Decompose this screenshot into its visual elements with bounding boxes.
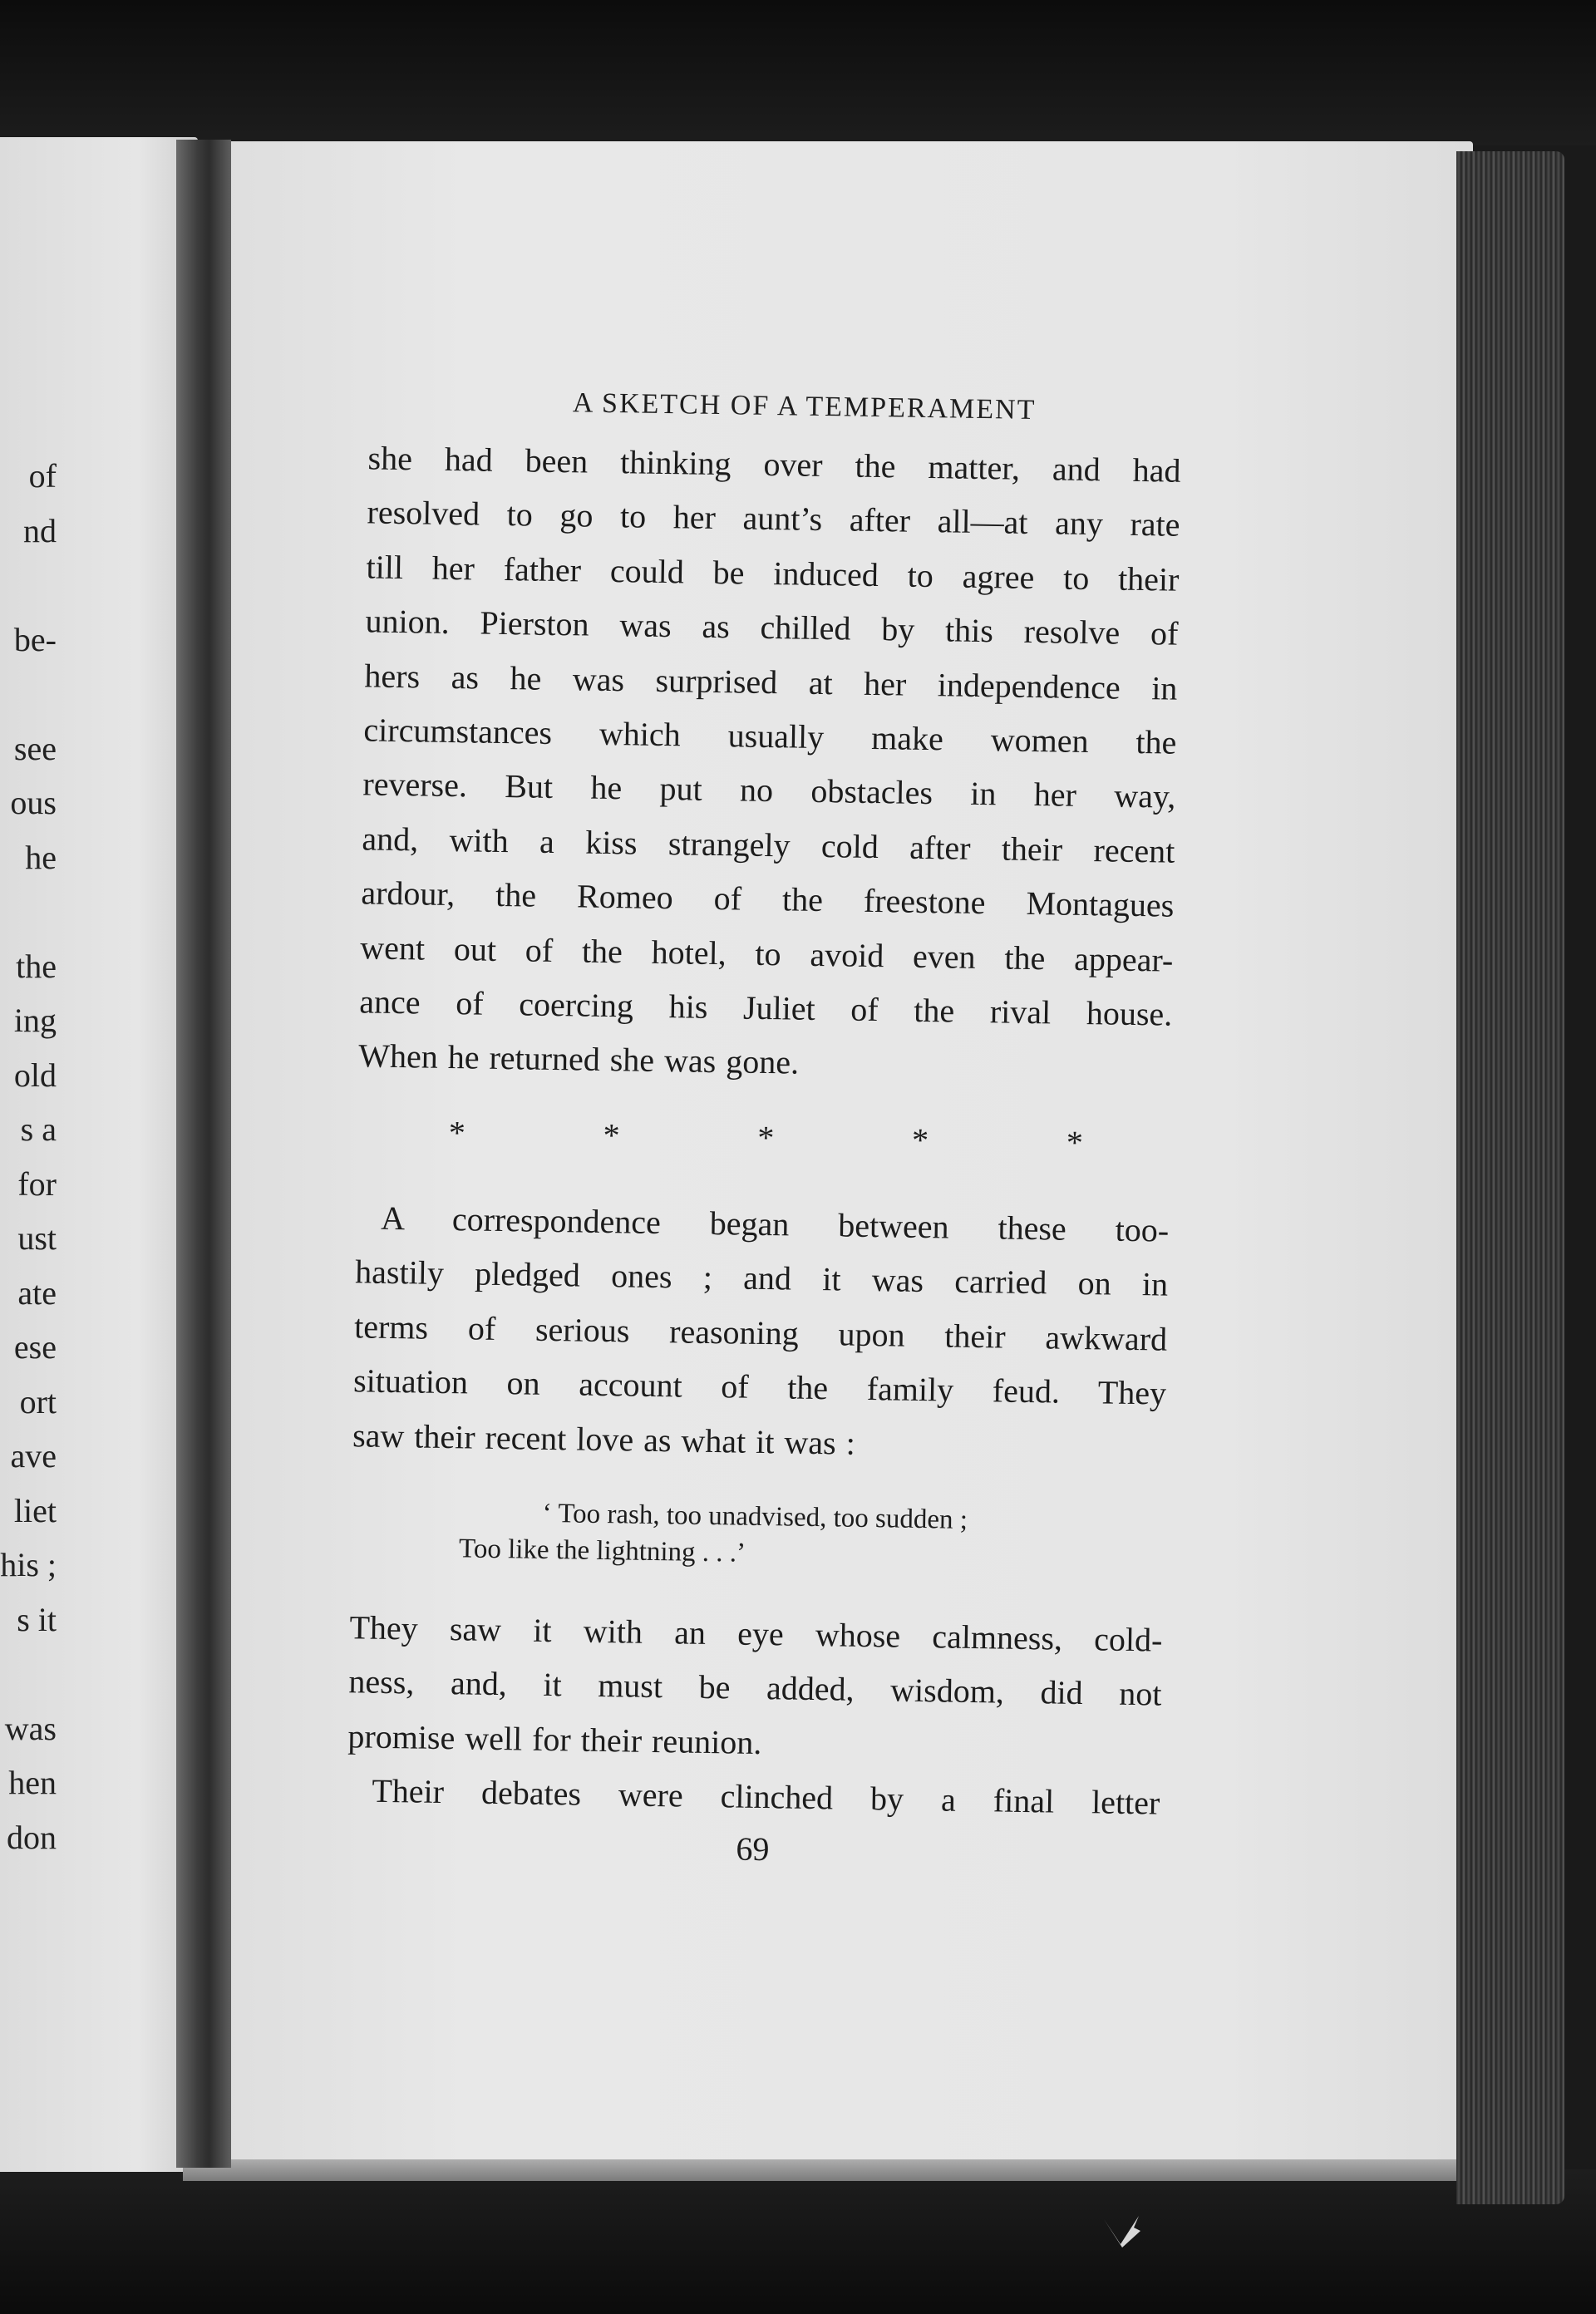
left-line: ave (10, 1437, 57, 1475)
text-line: union. Pierston was as chilled by this resolve of (365, 602, 1179, 652)
left-line: nd (23, 511, 57, 549)
left-line: he (25, 838, 57, 876)
text-line: till her father could be induced to agree to their (366, 548, 1180, 598)
text-line: ness, and, it must be added, wisdom, did not (348, 1662, 1162, 1713)
left-line: don (7, 1818, 57, 1856)
page-number: 69 (736, 1829, 770, 1868)
left-line: was (4, 1709, 57, 1747)
background-bottom (0, 2169, 1596, 2314)
left-line: ust (17, 1219, 57, 1257)
page-fore-edge (1456, 151, 1564, 2204)
left-line: ese (13, 1328, 57, 1366)
section-break (357, 1111, 1171, 1163)
left-line: old (13, 1056, 57, 1094)
text-line: ardour, the Romeo of the freestone Montagues (361, 874, 1175, 924)
left-line: s a (20, 1110, 57, 1148)
text-line: Their debates were clinched by a final letter (372, 1771, 1160, 1822)
left-line: see (13, 729, 57, 767)
left-line (0, 1647, 57, 1701)
quotation (351, 1492, 1165, 1578)
text-line: A correspondence began between these too- (380, 1199, 1170, 1249)
left-line: ing (13, 1002, 57, 1039)
left-line: ort (19, 1382, 57, 1420)
text-line: resolved to go to her aunt’s after all—at any rate (367, 493, 1180, 544)
text-line: hastily pledged ones ; and it was carried on in (354, 1253, 1169, 1303)
left-line: s it (17, 1600, 57, 1638)
paragraph-4 (347, 1763, 1160, 1830)
text-line: promise well for their reunion. (347, 1716, 762, 1761)
book-gutter (176, 140, 231, 2168)
asterisk: * (1066, 1123, 1084, 1161)
left-line (0, 884, 57, 939)
left-line: liet (13, 1491, 57, 1529)
left-line: hen (8, 1764, 57, 1801)
background-top (0, 0, 1596, 145)
right-page-text (346, 384, 1182, 1874)
left-line: the (16, 947, 57, 985)
left-line: for (17, 1164, 57, 1203)
text-line: situation on account of the family feud. They (352, 1361, 1167, 1412)
left-line: his ; (0, 1546, 57, 1583)
text-line: saw their recent love as what it was : (352, 1415, 856, 1462)
text-line: and, with a kiss strangely cold after their recent (362, 820, 1175, 870)
text-line: she had been thinking over the matter, and had (367, 439, 1181, 490)
paragraph-3 (347, 1600, 1163, 1776)
text-line: went out of the hotel, to avoid even the appear- (360, 928, 1174, 979)
text-line: ance of coercing his Juliet of the rival house. (359, 982, 1173, 1033)
paragraph-2 (352, 1190, 1170, 1475)
quote-line: Too like the lightning . . .’ (458, 1534, 746, 1568)
scan-mark-icon (1097, 2211, 1147, 2252)
left-line: of (28, 457, 57, 495)
left-page-text (0, 449, 57, 1864)
asterisk: * (603, 1115, 620, 1155)
left-line: be- (13, 620, 57, 658)
left-line (0, 667, 57, 721)
asterisk: * (448, 1113, 466, 1152)
text-line: terms of serious reasoning upon their awkward (353, 1307, 1168, 1358)
left-line (0, 558, 57, 613)
asterisk: * (911, 1120, 929, 1159)
running-head: A SKETCH OF A TEMPERAMENT (572, 387, 1037, 426)
quote-line: ‘ Too rash, too unadvised, too sudden ; (542, 1498, 968, 1535)
text-line: They saw it with an eye whose calmness, cold- (349, 1608, 1163, 1659)
left-line: ate (17, 1273, 57, 1312)
text-line: hers as he was surprised at her independence in (364, 657, 1178, 707)
text-line: circumstances which usually make women the (363, 711, 1177, 761)
text-line: When he returned she was gone. (357, 1036, 800, 1082)
text-line: reverse. But he put no obstacles in her way, (362, 765, 1176, 816)
asterisk: * (756, 1118, 775, 1157)
left-line: ous (10, 784, 57, 821)
paragraph-1 (358, 431, 1181, 1095)
